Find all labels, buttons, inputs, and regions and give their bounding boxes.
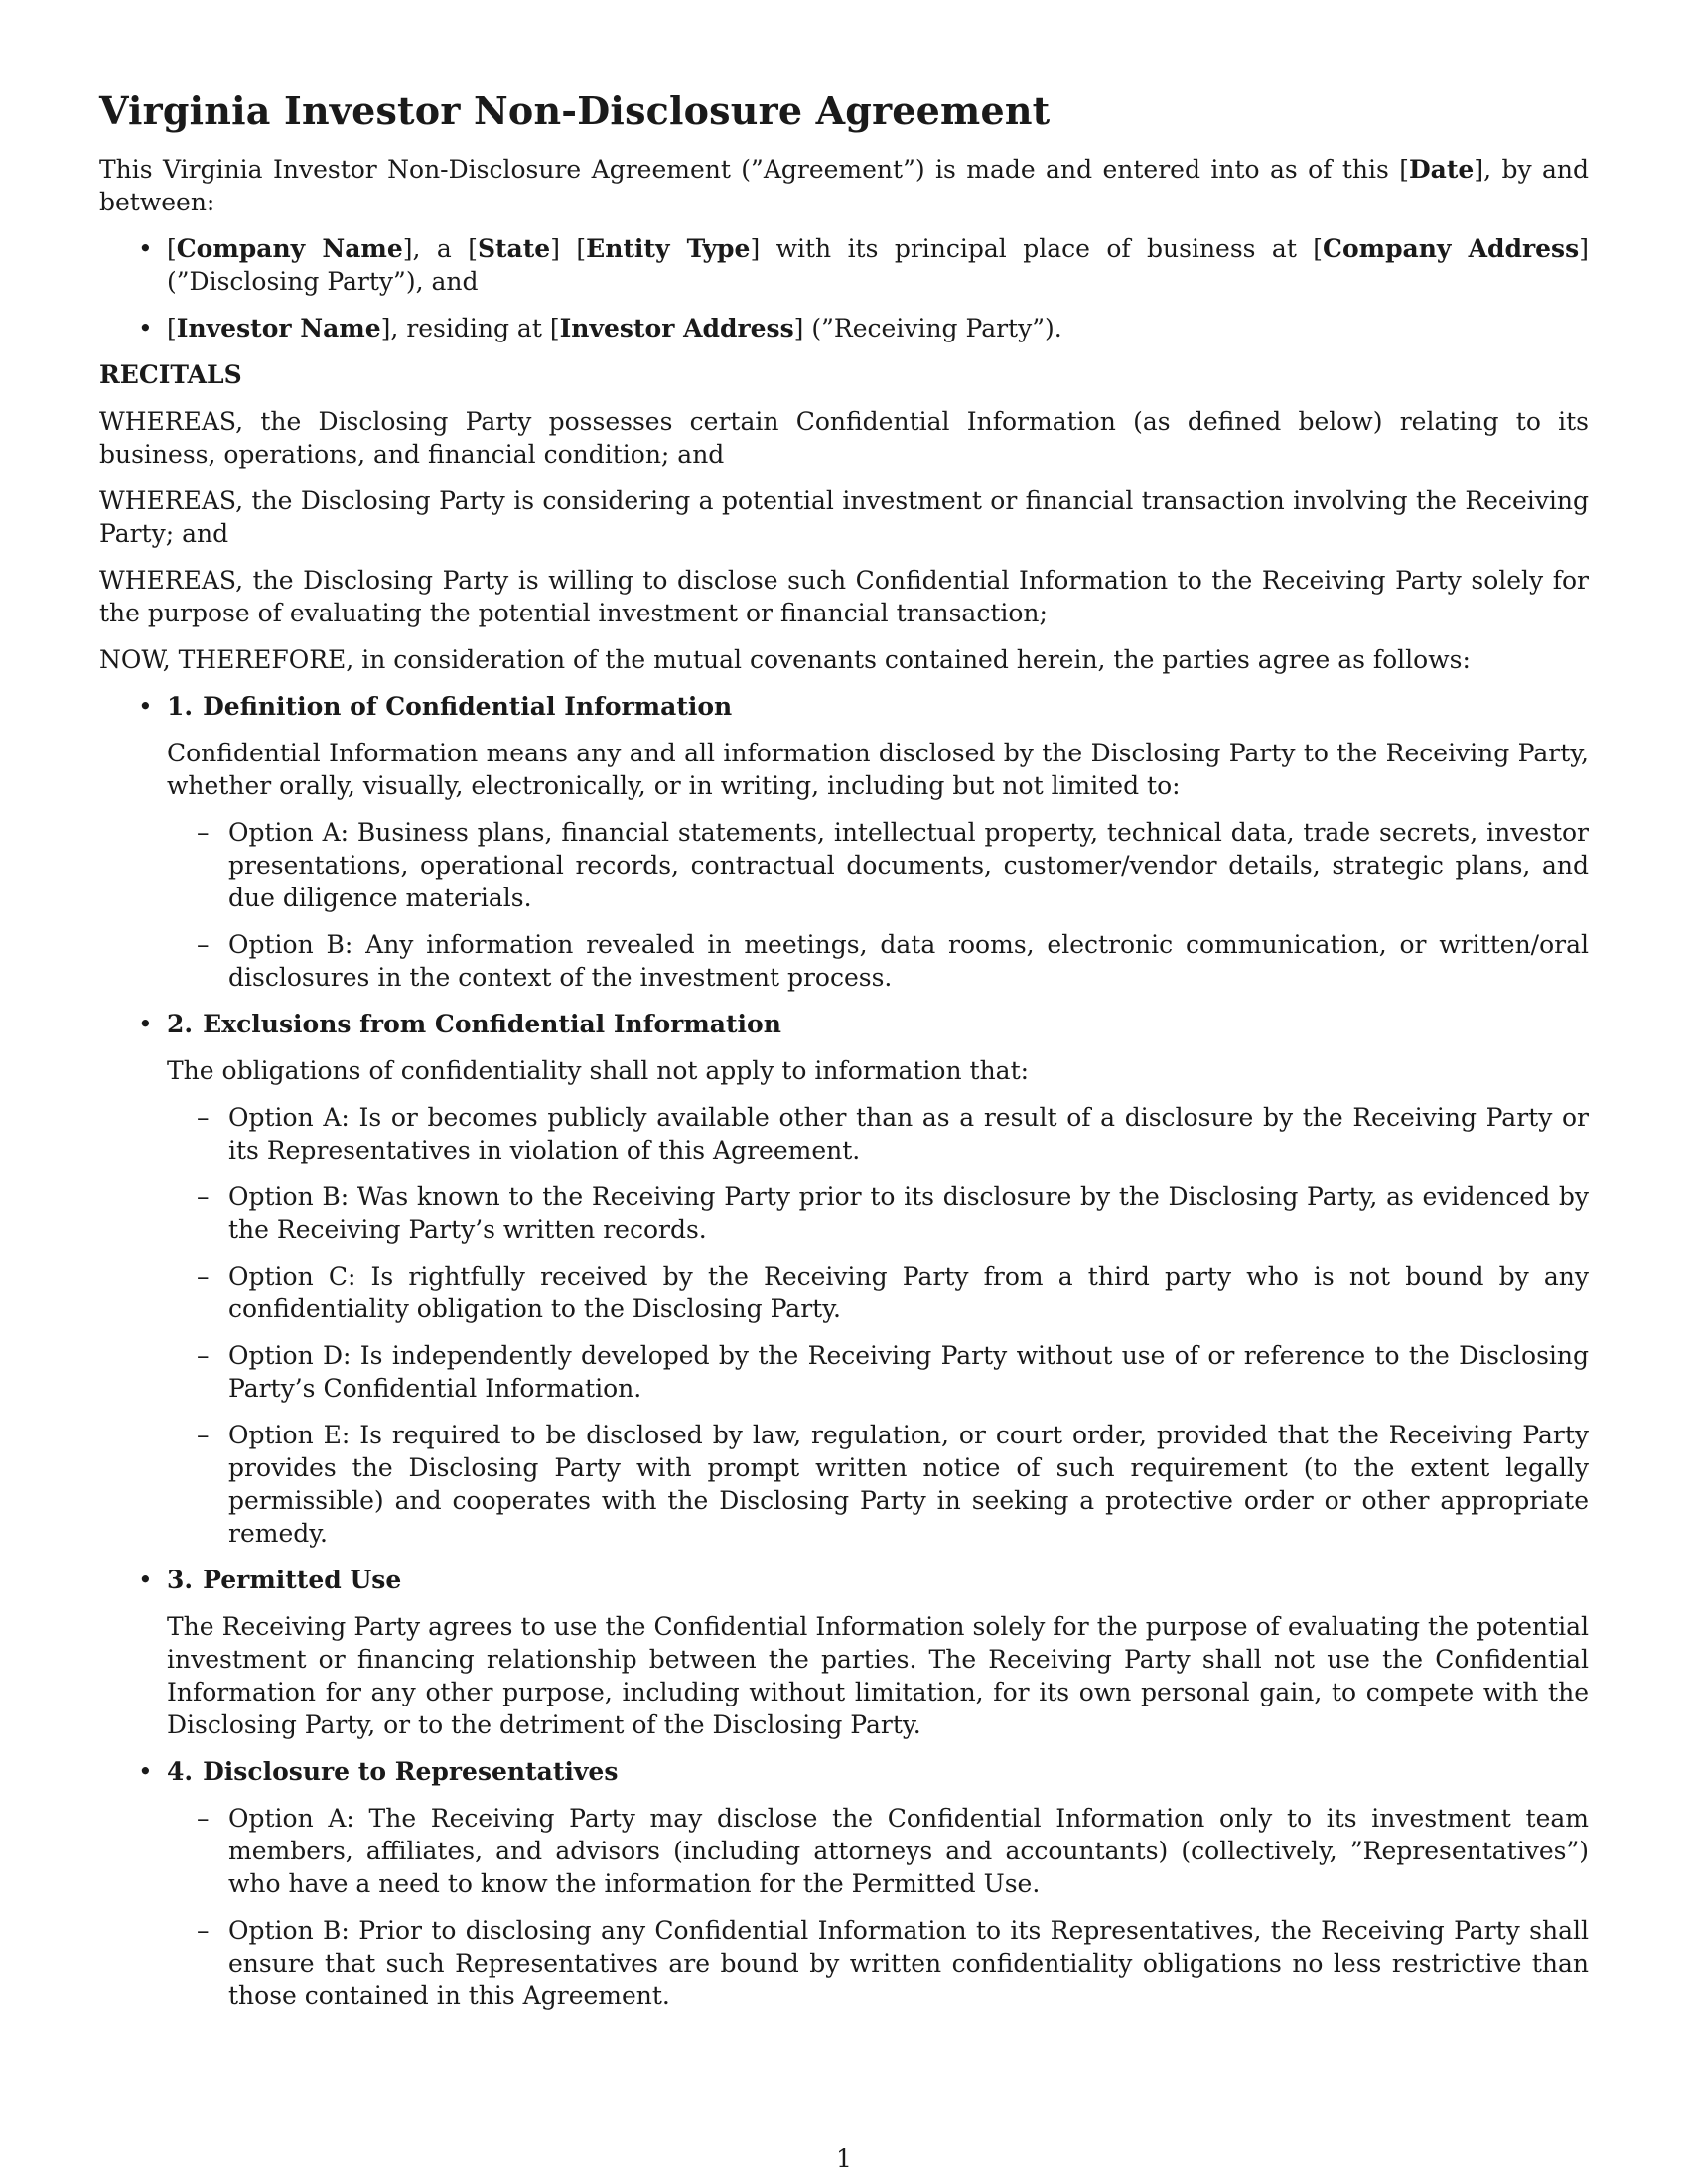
- intro-paragraph: This Virginia Investor Non-Disclosure Agreement (”Agreement”) is made and entered into as of this [Date], by and between:: [99, 155, 1589, 216]
- party-company-mid: with its principal place of business at: [760, 234, 1314, 263]
- section-list: [99, 690, 1589, 2012]
- section-body: The obligations of confidentiality shall not apply to information that:: [167, 1056, 1030, 1085]
- section-number: 1.: [167, 692, 194, 721]
- option-item: – Option A: Business plans, financial statements, intellectual property, technical data, trade secrets, investor presentations, operational records, contractual documents, customer/vendor details, strategic plans, and due diligence materials.: [167, 816, 1589, 914]
- party-investor: • [Investor Name], residing at [Investor Address] (”Receiving Party”).: [99, 312, 1589, 344]
- recital-paragraph: WHEREAS, the Disclosing Party possesses certain Confidential Information (as defined below) relating to its business, operations, and financial condition; and: [99, 407, 1589, 469]
- state-placeholder: State: [477, 234, 551, 263]
- recital-paragraph: WHEREAS, the Disclosing Party is willing to disclose such Confidential Information to the Receiving Party solely for the purpose of evaluating the potential investment or financial transaction;: [99, 566, 1589, 627]
- section-item: [99, 1755, 1589, 2012]
- section-title: [167, 1755, 1589, 1788]
- section-title: [167, 690, 1589, 723]
- party-list: [99, 232, 1589, 344]
- section-body: Confidential Information means any and all information disclosed by the Disclosing Party to the Receiving Party, whether orally, visually, electronically, or in writing, including but not limited to:: [167, 739, 1589, 800]
- party-investor-mid: , residing at: [390, 314, 550, 342]
- option-item: – Option C: Is rightfully received by the Receiving Party from a third party who is not bound by any confidentiality obligation to the Disclosing Party.: [167, 1260, 1589, 1325]
- section-number: 2.: [167, 1010, 194, 1038]
- party-company-tail: (”Disclosing Party”), and: [167, 267, 479, 296]
- party-company-sep: , a: [412, 234, 469, 263]
- document-page: [99, 87, 1589, 2026]
- party-company: • [Company Name], a [State] [Entity Type] with its principal place of business at [Company Address] (”Disclosing Party”), and: [99, 232, 1589, 298]
- now-therefore-paragraph: NOW, THEREFORE, in consideration of the mutual covenants contained herein, the parties agree as follows:: [99, 645, 1471, 674]
- section-number: 4.: [167, 1757, 194, 1786]
- option-item: – Option E: Is required to be disclosed by law, regulation, or court order, provided that the Receiving Party provides the Disclosing Party with prompt written notice of such requirement (to the extent legally permissible) and cooperates with the Disclosing Party in seeking a protective order or other appropriate remedy.: [167, 1419, 1589, 1550]
- recital-paragraph: WHEREAS, the Disclosing Party is considering a potential investment or financial transaction involving the Receiving Party; and: [99, 486, 1589, 548]
- section-number: 3.: [167, 1566, 194, 1594]
- intro-text-after: , by and between:: [99, 155, 1589, 216]
- section-body: The Receiving Party agrees to use the Confidential Information solely for the purpose of evaluating the potential investment or financing relationship between the parties. The Receiving Party shall not use the Confidential Information for any other purpose, including without limitation, for its own personal gain, to compete with the Disclosing Party, or to the detriment of the Disclosing Party.: [167, 1612, 1589, 1739]
- section-title-text: Exclusions from Confidential Information: [203, 1010, 781, 1038]
- entity-type-placeholder: Entity Type: [586, 234, 751, 263]
- document-title: Virginia Investor Non-Disclosure Agreement: [99, 88, 1051, 133]
- party-investor-tail: (”Receiving Party”).: [803, 314, 1062, 342]
- recitals-heading: RECITALS: [99, 360, 242, 389]
- option-list: [167, 1802, 1589, 2012]
- page-number: 1: [836, 2144, 852, 2173]
- company-name-placeholder: Company Name: [176, 234, 403, 263]
- section-title: [167, 1008, 1589, 1040]
- investor-name-placeholder: Investor Name: [176, 314, 381, 342]
- section-title-text: Disclosure to Representatives: [203, 1757, 619, 1786]
- option-item: – Option B: Any information revealed in meetings, data rooms, electronic communication, or written/oral disclosures in the context of the investment process.: [167, 928, 1589, 994]
- intro-text-before: This Virginia Investor Non-Disclosure Agreement (”Agreement”) is made and entered into as of this: [99, 155, 1400, 184]
- date-placeholder: Date: [1408, 155, 1475, 184]
- section-item: [99, 1008, 1589, 1550]
- option-item: – Option B: Was known to the Receiving Party prior to its disclosure by the Disclosing Party, as evidenced by the Receiving Party’s written records.: [167, 1180, 1589, 1246]
- option-item: – Option A: The Receiving Party may disclose the Confidential Information only to its investment team members, affiliates, and advisors (including attorneys and accountants) (collectively, ”Representatives”) who have a need to know the information for the Permitted Use.: [167, 1802, 1589, 1900]
- company-address-placeholder: Company Address: [1323, 234, 1580, 263]
- option-item: – Option A: Is or becomes publicly available other than as a result of a disclosure by the Receiving Party or its Representatives in violation of this Agreement.: [167, 1101, 1589, 1166]
- section-title-text: Definition of Confidential Information: [203, 692, 733, 721]
- option-item: – Option B: Prior to disclosing any Confidential Information to its Representatives, the Receiving Party shall ensure that such Representatives are bound by written confidentiality obligations no less restrictive than those contained in this Agreement.: [167, 1914, 1589, 2012]
- section-item: [99, 690, 1589, 994]
- section-title-text: Permitted Use: [203, 1566, 402, 1594]
- option-list: [167, 1101, 1589, 1550]
- section-title: [167, 1564, 1589, 1596]
- section-item: [99, 1564, 1589, 1741]
- option-list: [167, 816, 1589, 994]
- option-item: – Option D: Is independently developed by the Receiving Party without use of or reference to the Disclosing Party’s Confidential Information.: [167, 1339, 1589, 1405]
- investor-address-placeholder: Investor Address: [559, 314, 794, 342]
